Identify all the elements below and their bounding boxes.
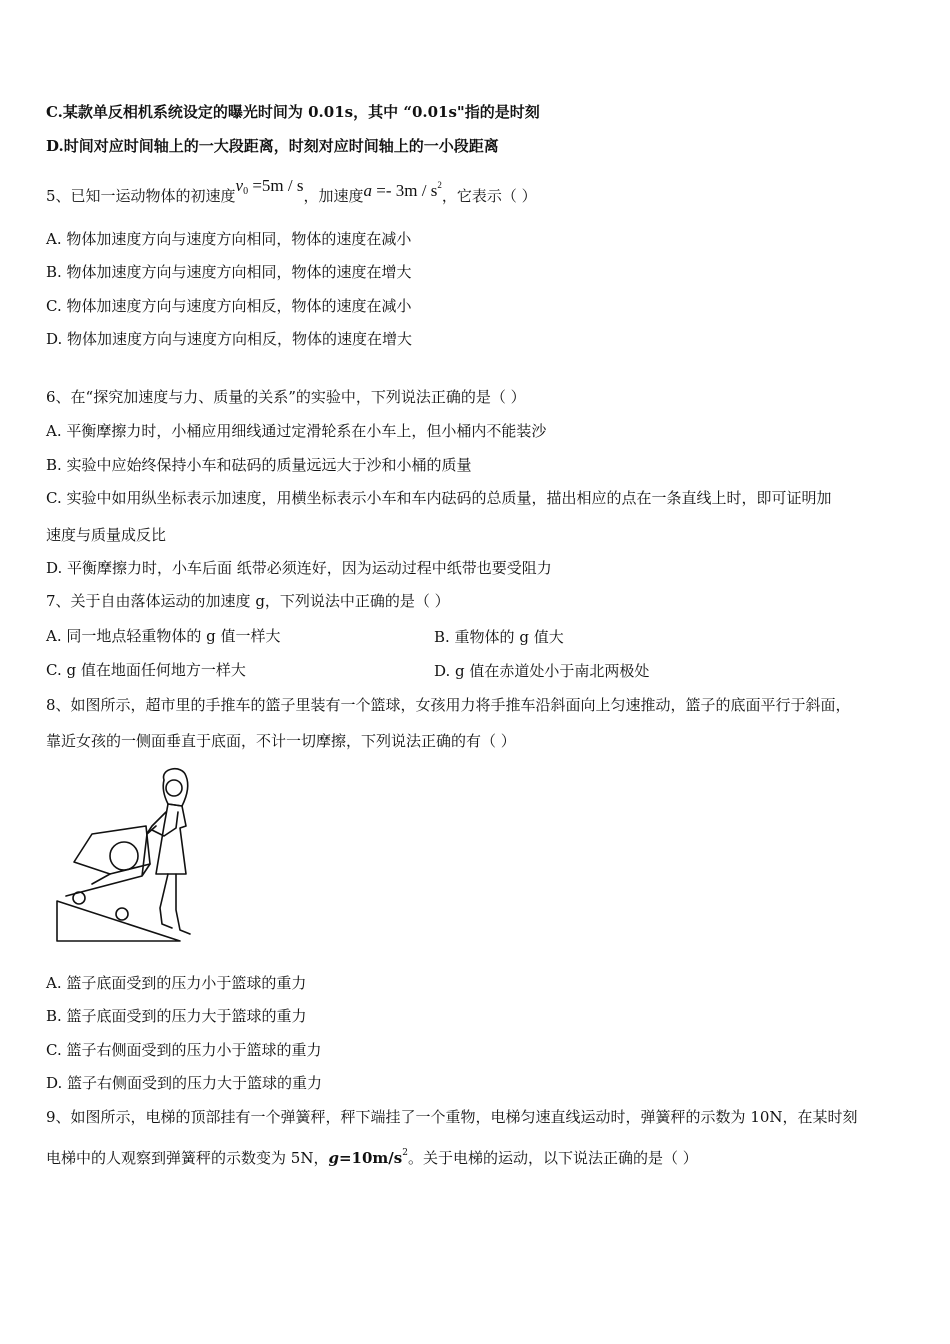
q6-option-c: C. 实验中如用纵坐标表示加速度，用横坐标表示小车和车内砝码的总质量，描出相应的点在一条直线上时，即可证明加 — [46, 489, 832, 507]
girl-dress — [156, 804, 186, 874]
q5-option-d: D. 物体加速度方向与速度方向相反，物体的速度在增大 — [46, 330, 413, 348]
girl-hair — [163, 769, 187, 806]
girl-legs — [160, 874, 190, 934]
q7-option-a: A. 同一地点轻重物体的 g 值一样大 — [46, 627, 281, 645]
q6-option-c-cont: 速度与质量成反比 — [46, 526, 167, 544]
shopping-cart-figure — [52, 766, 192, 946]
q7-stem: 7、关于自由落体运动的加速度 g，下列说法中正确的是（ ） — [46, 592, 450, 610]
q5-a-formula: $a =- 3m / s^2$ — [363, 180, 442, 200]
q6-option-a: A. 平衡摩擦力时，小桶应用细线通过定滑轮系在小车上，但小桶内不能装沙 — [46, 422, 547, 440]
q8-option-b: B. 篮子底面受到的压力大于篮球的重力 — [46, 1007, 307, 1025]
q5-stem — [46, 176, 537, 212]
q8-stem-line1: 8、如图所示，超市里的手推车的篮子里装有一个篮球，女孩用力将手推车沿斜面向上匀速推动，篮子的底面平行于斜面， — [46, 696, 851, 714]
q6-stem: 6、在“探究加速度与力、质量的关系”的实验中，下列说法正确的是（ ） — [46, 388, 526, 406]
q7-option-d: D. g 值在赤道处小于南北两极处 — [434, 662, 650, 680]
q9-stem-line2: 电梯中的人观察到弹簧秤的示数变为 5N，$g=10m/s^2$。关于电梯的运动，以下说法正确的是（ ） — [46, 1148, 698, 1167]
girl-face — [166, 780, 182, 796]
q5-option-a: A. 物体加速度方向与速度方向相同，物体的速度在减小 — [46, 230, 412, 248]
cart-wheel-back — [116, 908, 128, 920]
q6-option-b: B. 实验中应始终保持小车和砝码的质量远远大于沙和小桶的质量 — [46, 456, 472, 474]
q5-mid: ，加速度 — [303, 187, 364, 205]
q5-option-c: C. 物体加速度方向与速度方向相反，物体的速度在减小 — [46, 297, 412, 315]
q5-v0-formula: $v_0 =5m / s$ — [235, 176, 304, 197]
prev-option-d: D.时间对应时间轴上的一大段距离，时刻对应时间轴上的一小段距离 — [46, 137, 499, 155]
q9-stem-line1: 9、如图所示，电梯的顶部挂有一个弹簧秤，秤下端挂了一个重物，电梯匀速直线运动时，弹簧秤的示数为 10N，在某时刻 — [46, 1108, 858, 1126]
prev-option-c: C.某款单反相机系统设定的曝光时间为 0.01s，其中 “0.01s"指的是时刻 — [46, 103, 540, 121]
cart-wheel-front — [73, 892, 85, 904]
basketball — [110, 842, 138, 870]
q8-option-d: D. 篮子右侧面受到的压力大于篮球的重力 — [46, 1074, 323, 1092]
q5-option-b: B. 物体加速度方向与速度方向相同，物体的速度在增大 — [46, 263, 412, 281]
q7-option-c: C. g 值在地面任何地方一样大 — [46, 661, 246, 679]
q5-tail: ，它表示（ ） — [441, 187, 537, 205]
q7-option-b: B. 重物体的 g 值大 — [434, 628, 564, 646]
g-symbol: g — [328, 1149, 339, 1167]
q5-lead: 5、已知一运动物体的初速度 — [46, 187, 236, 205]
q8-option-a: A. 篮子底面受到的压力小于篮球的重力 — [46, 974, 307, 992]
q8-stem-line2: 靠近女孩的一侧面垂直于底面，不计一切摩擦，下列说法正确的有（ ） — [46, 732, 516, 750]
q6-option-d: D. 平衡摩擦力时，小车后面 纸带必须连好，因为运动过程中纸带也要受阻力 — [46, 559, 552, 577]
q8-option-c: C. 篮子右侧面受到的压力小于篮球的重力 — [46, 1041, 322, 1059]
